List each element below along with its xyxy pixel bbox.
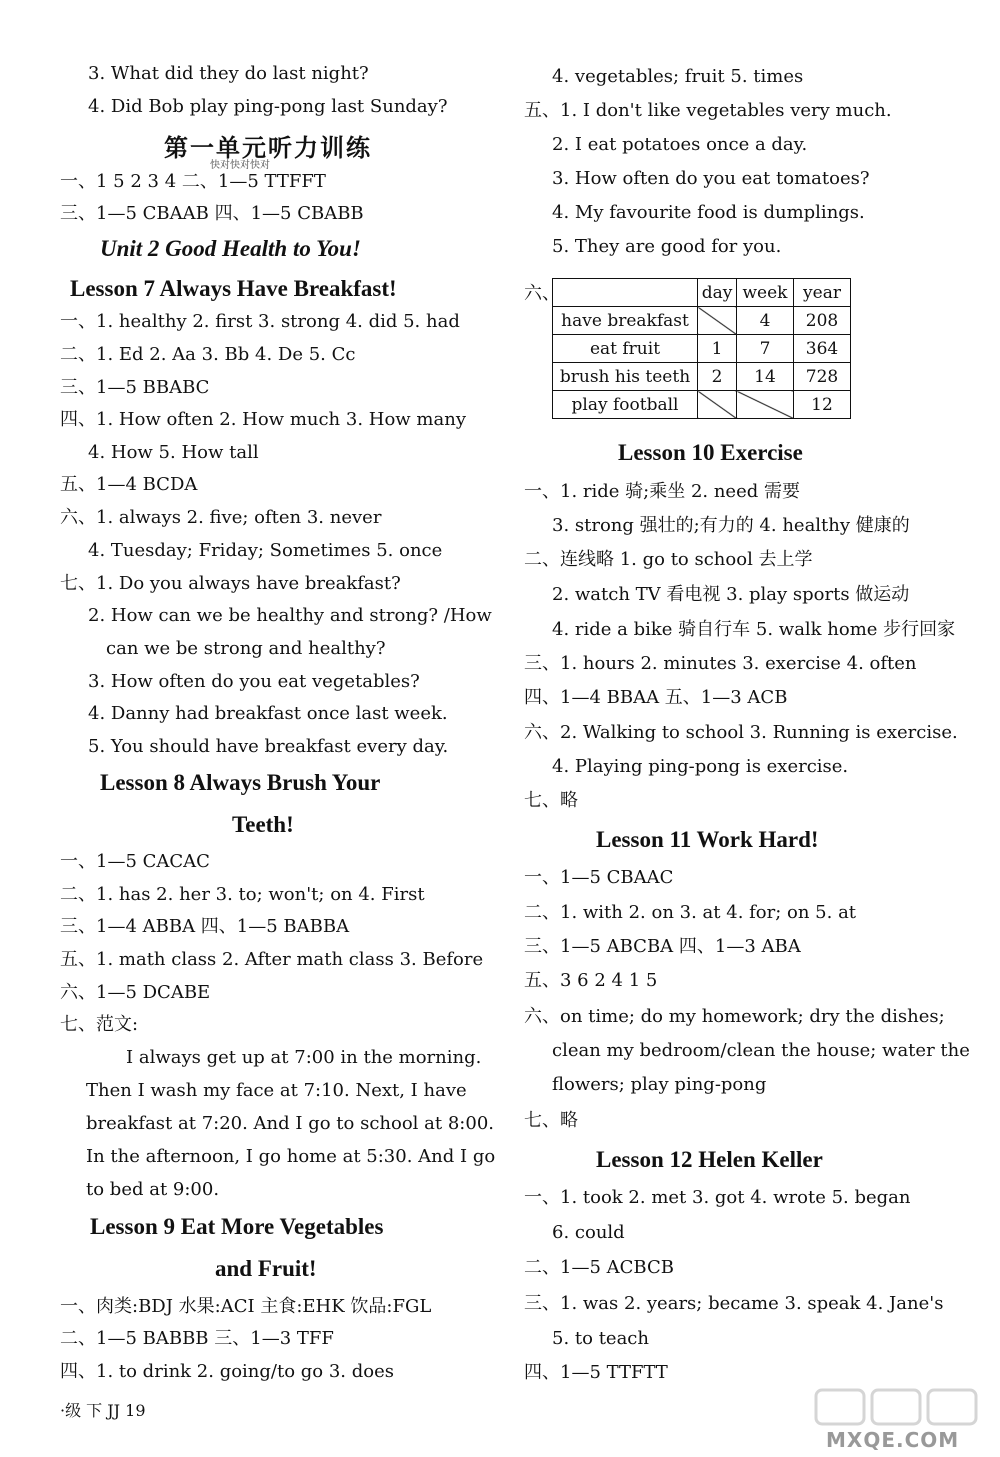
table-row <box>553 391 851 419</box>
row-label: eat fruit <box>553 335 698 363</box>
answer-line: 三、1—5 BBABC <box>60 377 210 398</box>
answer-line: 4. Tuesday; Friday; Sometimes 5. once <box>88 540 443 561</box>
answer-line: 五、1—4 BCDA <box>60 474 198 495</box>
lesson-9-title-cont: and Fruit! <box>215 1256 317 1281</box>
handwritten-note: 快对快对快对 <box>210 160 270 171</box>
unit-title: Unit 2 Good Health to You! <box>100 236 361 261</box>
lesson-8-title-cont: Teeth! <box>232 812 294 837</box>
answer-line: can we be strong and healthy? <box>106 638 386 659</box>
answer-line: 七、范文: <box>60 1014 139 1035</box>
essay-line: Then I wash my face at 7:10. Next, I have <box>86 1080 467 1101</box>
lesson-12-title: Lesson 12 Helen Keller <box>596 1147 823 1172</box>
table-section-mark: 六、 <box>524 283 560 304</box>
table-row <box>553 335 851 363</box>
answer-line: 四、1. How often 2. How much 3. How many <box>60 409 466 430</box>
answer-line: 七、1. Do you always have breakfast? <box>60 573 401 594</box>
table-row <box>553 363 851 391</box>
answer-line: 一、1. took 2. met 3. got 4. wrote 5. began <box>524 1187 911 1208</box>
answer-line: 三、1—5 ABCBA 四、1—3 ABA <box>524 936 801 957</box>
answer-line: 二、连线略 1. go to school 去上学 <box>524 549 813 570</box>
answer-line: 二、1. Ed 2. Aa 3. Bb 4. De 5. Cc <box>60 344 356 365</box>
answer-line: flowers; play ping-pong <box>552 1074 767 1095</box>
lesson-9-title: Lesson 9 Eat More Vegetables <box>90 1214 384 1239</box>
answer-line: 3. strong 强壮的;有力的 4. healthy 健康的 <box>552 515 910 536</box>
table-header-cell: year <box>794 279 851 307</box>
answer-line: 一、1—5 CBAAC <box>524 867 674 888</box>
table-header-row <box>553 279 851 307</box>
answer-line: 4. Did Bob play ping-pong last Sunday? <box>88 96 448 117</box>
answer-line: 4. Danny had breakfast once last week. <box>88 703 448 724</box>
answer-line: 5. You should have breakfast every day. <box>88 736 449 757</box>
answer-line: 六、1—5 DCABE <box>60 982 211 1003</box>
year-cell: 208 <box>794 307 851 335</box>
week-cell: 14 <box>737 363 794 391</box>
answer-line: 4. ride a bike 骑自行车 5. walk home 步行回家 <box>552 619 956 640</box>
table-row <box>553 307 851 335</box>
watermark-text: MXQE.COM <box>826 1428 960 1452</box>
table-header-cell: day <box>698 279 737 307</box>
answer-line: 一、肉类:BDJ 水果:ACI 主食:EHK 饮品:FGL <box>60 1296 432 1317</box>
answer-line: 三、1—5 CBAAB 四、1—5 CBABB <box>60 203 364 224</box>
slashed-cell <box>698 307 737 335</box>
answer-line: 一、1 5 2 3 4 二、1—5 TTFFT <box>60 171 326 192</box>
table-header-cell <box>553 279 698 307</box>
answer-line: 四、1—4 BBAA 五、1—3 ACB <box>524 687 788 708</box>
answer-line: 4. My favourite food is dumplings. <box>552 202 865 223</box>
answer-line: 二、1. has 2. her 3. to; won't; on 4. First <box>60 884 425 905</box>
row-label: play football <box>553 391 698 419</box>
answer-line: 五、3 6 2 4 1 5 <box>524 970 658 991</box>
answer-line: 二、1—5 BABBB 三、1—3 TFF <box>60 1328 334 1349</box>
year-cell: 12 <box>794 391 851 419</box>
answer-line: 6. could <box>552 1222 625 1243</box>
answer-line: 五、1. math class 2. After math class 3. Before <box>60 949 484 970</box>
answer-line: 5. to teach <box>552 1328 649 1349</box>
lesson-11-title: Lesson 11 Work Hard! <box>596 827 819 852</box>
habits-table <box>552 278 851 419</box>
answer-line: 六、2. Walking to school 3. Running is exercise. <box>524 722 958 743</box>
slashed-cell <box>737 391 794 419</box>
answer-line: 2. I eat potatoes once a day. <box>552 134 808 155</box>
page-footer: ·级 下 JJ 19 <box>60 1401 146 1420</box>
answer-line: 二、1—5 ACBCB <box>524 1257 674 1278</box>
year-cell: 364 <box>794 335 851 363</box>
answer-line: 三、1. was 2. years; became 3. speak 4. Jane's <box>524 1293 944 1314</box>
listening-section-title: 第一单元听力训练 <box>164 134 372 162</box>
week-cell: 7 <box>737 335 794 363</box>
day-cell: 1 <box>698 335 737 363</box>
answer-line: 4. How 5. How tall <box>88 442 259 463</box>
answer-line: 3. What did they do last night? <box>88 63 369 84</box>
answer-line: 5. They are good for you. <box>552 236 782 257</box>
answer-line: 二、1. with 2. on 3. at 4. for; on 5. at <box>524 902 857 923</box>
year-cell: 728 <box>794 363 851 391</box>
day-cell: 2 <box>698 363 737 391</box>
answer-line: 七、略 <box>524 1110 578 1131</box>
answer-line: 七、略 <box>524 790 578 811</box>
answer-line: 一、1. ride 骑;乘坐 2. need 需要 <box>524 481 800 502</box>
answer-line: 一、1. healthy 2. first 3. strong 4. did 5. had <box>60 311 460 332</box>
answer-line: 4. Playing ping-pong is exercise. <box>552 756 849 777</box>
lesson-8-title: Lesson 8 Always Brush Your <box>100 770 381 795</box>
slashed-cell <box>698 391 737 419</box>
table-header-cell: week <box>737 279 794 307</box>
essay-line: to bed at 9:00. <box>86 1179 220 1200</box>
essay-line: I always get up at 7:00 in the morning. <box>126 1047 482 1068</box>
answer-line: 三、1—4 ABBA 四、1—5 BABBA <box>60 916 350 937</box>
answer-line: 2. watch TV 看电视 3. play sports 做运动 <box>552 584 910 605</box>
row-label: brush his teeth <box>553 363 698 391</box>
answer-line: 4. vegetables; fruit 5. times <box>552 66 804 87</box>
answer-line: 六、1. always 2. five; often 3. never <box>60 507 382 528</box>
answer-line: 五、1. I don't like vegetables very much. <box>524 100 892 121</box>
answer-line: 三、1. hours 2. minutes 3. exercise 4. often <box>524 653 917 674</box>
answer-line: 一、1—5 CACAC <box>60 851 210 872</box>
answer-line: 3. How often do you eat tomatoes? <box>552 168 870 189</box>
answer-line: 2. How can we be healthy and strong? /How <box>88 605 492 626</box>
answer-line: 3. How often do you eat vegetables? <box>88 671 420 692</box>
essay-line: breakfast at 7:20. And I go to school at 8:00. <box>86 1113 494 1134</box>
answer-line: clean my bedroom/clean the house; water the <box>552 1040 970 1061</box>
row-label: have breakfast <box>553 307 698 335</box>
answer-line: 四、1—5 TTFTT <box>524 1362 668 1383</box>
answer-line: 四、1. to drink 2. going/to go 3. does <box>60 1361 395 1382</box>
lesson-7-title: Lesson 7 Always Have Breakfast! <box>70 276 397 301</box>
lesson-10-title: Lesson 10 Exercise <box>618 440 803 465</box>
answer-line: 六、on time; do my homework; dry the dishes; <box>524 1006 945 1027</box>
week-cell: 4 <box>737 307 794 335</box>
essay-line: In the afternoon, I go home at 5:30. And I go <box>86 1146 496 1167</box>
